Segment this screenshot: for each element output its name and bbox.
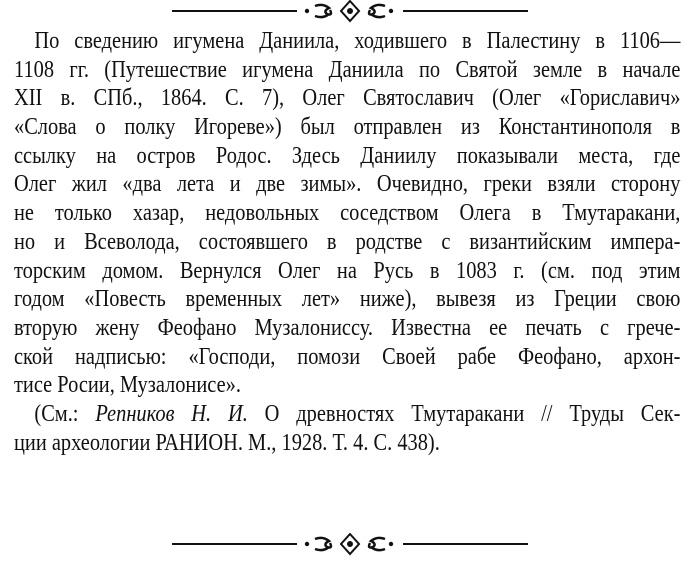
text-line: ской надписью: «Господи, помози Своей рабе Феофано, архон- <box>14 343 681 370</box>
top-ornament-divider <box>160 0 540 24</box>
text-line: ции археологии РАНИОН. М., 1928. Т. 4. С. 438). <box>14 429 440 456</box>
text-line: 1108 гг. (Путешествие игумена Даниила по Святой земле в начале <box>14 56 681 83</box>
text-line: годом «Повесть временных лет» ниже), вывезя из Греции свою <box>14 286 681 313</box>
text-line: торским домом. Вернулся Олег на Русь в 1083 г. (см. под этим <box>14 257 681 284</box>
bottom-ornament-divider <box>160 533 540 557</box>
text-line: ссылку на остров Родос. Здесь Даниилу показывали места, где <box>14 142 681 169</box>
text-line: вторую жену Феофано Музалониссу. Известна ее печать с грече- <box>14 314 681 341</box>
text-line: «Слова о полку Игореве») был отправлен из Константинополя в <box>14 114 681 141</box>
text-line: не только хазар, недовольных соседством Олега в Тмутаракани, <box>14 200 681 227</box>
ref-title: О древностях Тмутаракани // Труды Сек- <box>247 400 681 427</box>
text-line: но и Всеволода, состоявшего в родстве с византийским импера- <box>14 228 681 255</box>
text-line <box>14 400 680 429</box>
text-line: По сведению игумена Даниила, ходившего в Палестину в 1106— <box>34 28 681 54</box>
ref-prefix: (См.: <box>34 400 96 427</box>
ref-author: Репников Н. И. <box>95 400 248 427</box>
paragraph-1 <box>14 27 680 400</box>
text-line: XII в. СПб., 1864. С. 7), Олег Святославич (Олег «Гориславич» <box>14 85 681 112</box>
paragraph-2-reference <box>14 400 680 457</box>
text-line: Олег жил «два лета и две зимы». Очевидно, греки взяли сторону <box>14 171 681 198</box>
text-line: тисе Росии, Музалонисе». <box>14 372 241 399</box>
document-body <box>14 27 680 457</box>
